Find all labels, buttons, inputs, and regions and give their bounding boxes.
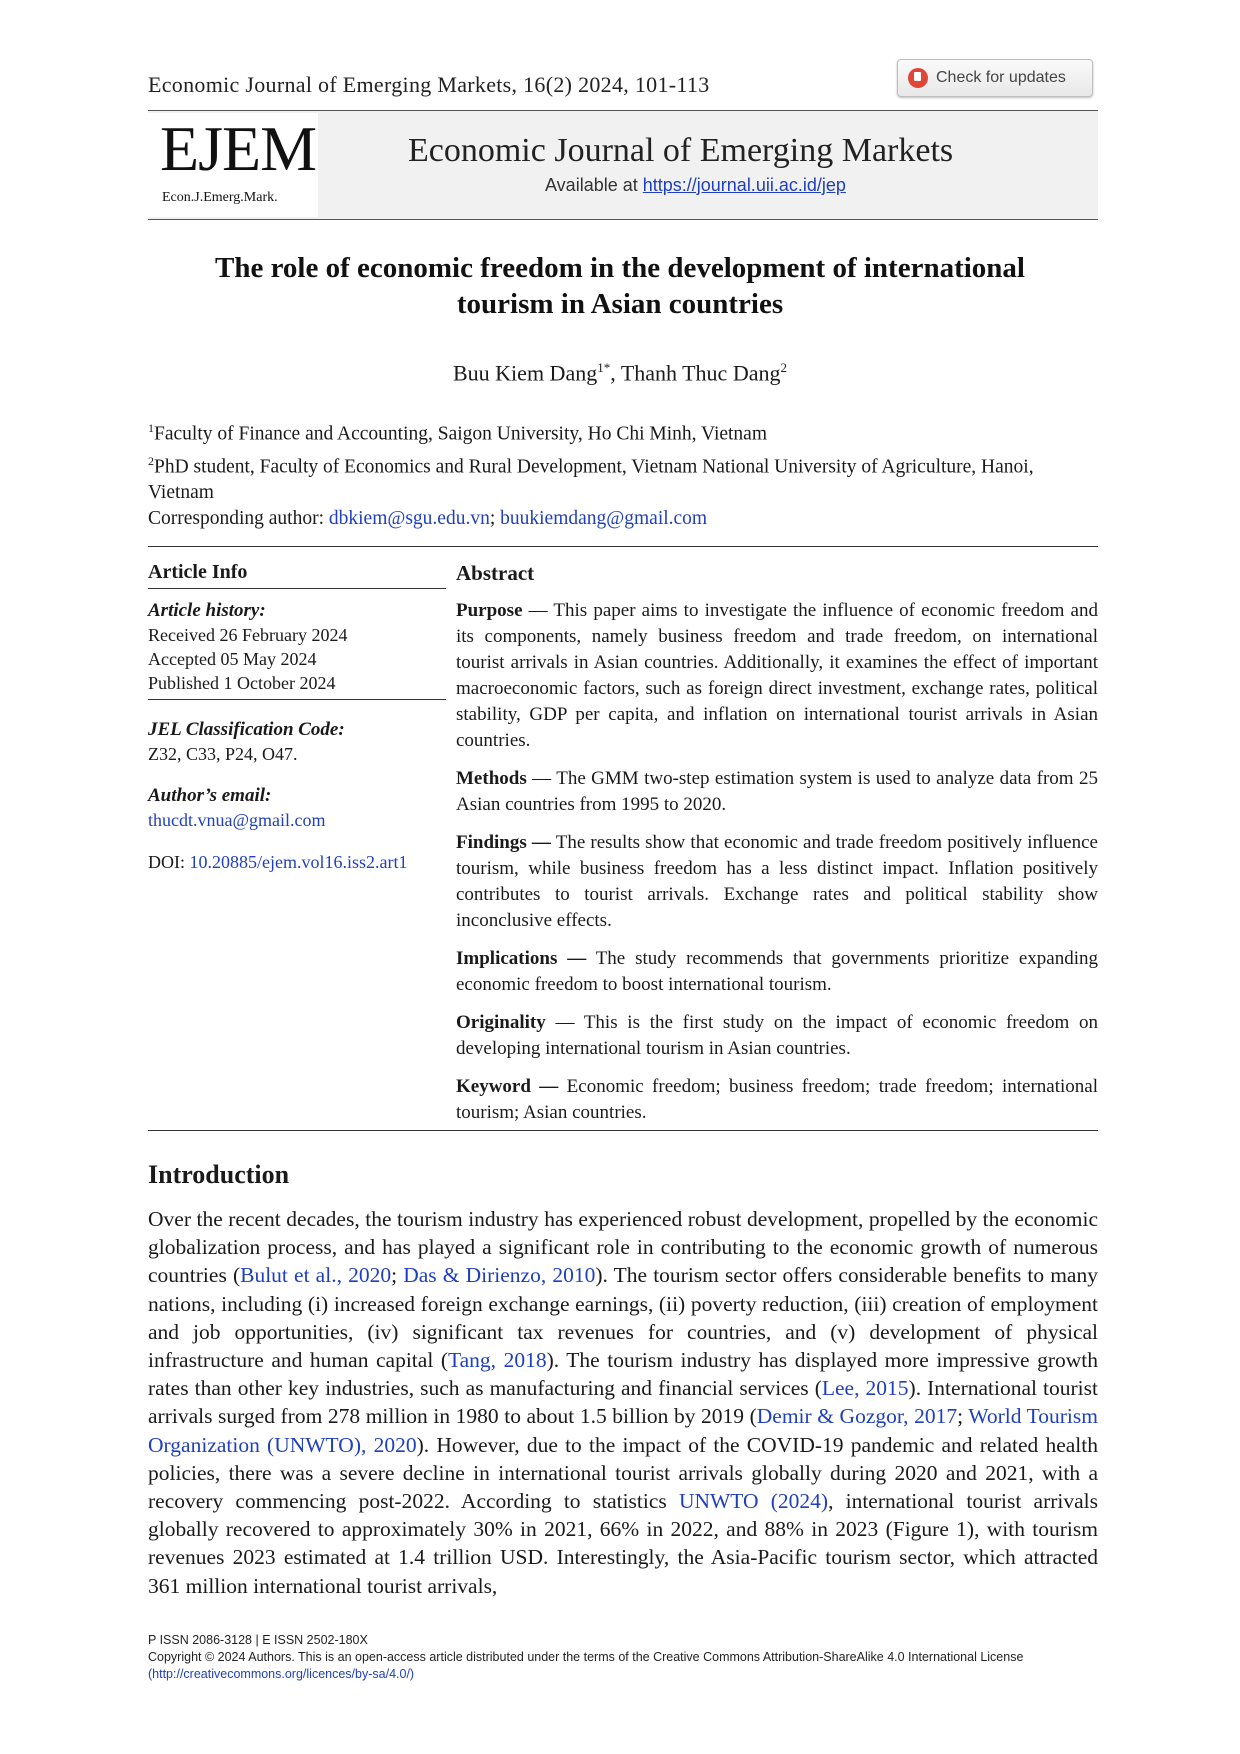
journal-name: Economic Journal of Emerging Markets	[408, 132, 954, 169]
title-line-2: tourism in Asian countries	[456, 288, 784, 320]
email-link[interactable]: dbkiem@sgu.edu.vn	[328, 508, 490, 529]
license-link[interactable]: (http://creativecommons.org/licences/by-sa/4.0/)	[148, 1667, 415, 1681]
citation-link[interactable]: Demir & Gozgor, 2017	[756, 1404, 958, 1429]
abstract-purpose: Purpose — This paper aims to investigate the influence of economic freedom and its components, namely business freedom and trade freedom, on international tourist arrivals in Asian countries. Additionally, it examines the effect of important macroeconomic factors, such as foreign direct investment, exchange rates, political stability, GDP per capita, and inflation on international tourist arrivals in Asian countries.	[456, 600, 1098, 751]
info-rule-top	[148, 546, 1098, 547]
citation-link[interactable]: Tang, 2018	[448, 1348, 547, 1373]
citation-link[interactable]: UNWTO (2024)	[678, 1489, 829, 1514]
author-email-link[interactable]: thucdt.vnua@gmail.com	[148, 810, 326, 830]
intro-paragraph: Over the recent decades, the tourism industry has experienced robust development, propelled by the economic globalization process, and has played a significant role in contributing to the economic growth of numerous countries (Bulut et al., 2020; Das & Dirienzo, 2010). The tourism sector offers considerable benefits to many nations, including (i) increased foreign exchange earnings, (ii) poverty reduction, (iii) creation of employment and job opportunities, (iv) significant tax revenues for countries, and (v) development of physical infrastructure and human capital (Tang, 2018). The tourism industry has displayed more impressive growth rates than other key industries, such as manufacturing and financial services (Lee, 2015). International tourist arrivals surged from 278 million in 1980 to about 1.5 billion by 2019 (Demir & Gozgor, 2017; World Tourism Organization (UNWTO), 2020). However, due to the impact of the COVID-19 pandemic and related health policies, there was a severe decline in international tourist arrivals globally during 2020 and 2021, with a recovery commencing post-2022. According to statistics UNWTO (2024), international tourist arrivals globally recovered to approximately 30% in 2021, 66% in 2022, and 88% in 2023 (Figure 1), with tourism revenues 2023 estimated at 1.4 trillion USD. Interestingly, the Asia-Pacific tourism sector, which attracted 361 million international tourist arrivals,	[148, 1207, 1099, 1598]
article-info	[148, 560, 446, 874]
jel-label: JEL Classification Code:	[148, 719, 345, 740]
affiliations	[148, 415, 1092, 532]
affiliation-1: $^1$Faculty of Finance and Accounting, Saigon University, Ho Chi Minh, Vietnam	[148, 421, 768, 445]
affiliation-2: $^2$PhD student, Faculty of Economics and Rural Development, Vietnam National University of Agriculture, Hanoi, Vietnam	[148, 453, 1034, 503]
author-name: Thanh Thuc Dang	[620, 360, 781, 386]
abstract-heading: Abstract	[456, 561, 535, 585]
citation-link[interactable]: Lee, 2015	[821, 1376, 909, 1401]
abstract-originality: Originality — This is the first study on the impact of economic freedom on developing international tourism in Asian countries.	[456, 1012, 1098, 1059]
citation-link[interactable]: Das & Dirienzo, 2010	[403, 1263, 596, 1288]
email-link[interactable]: buukiemdang@gmail.com	[500, 508, 708, 529]
author-list: Buu Kiem Dang$^{1*}$, Thanh Thuc Dang$^2$	[453, 360, 787, 386]
author-sup: 1*	[597, 360, 611, 375]
history-label: Article history:	[148, 600, 266, 621]
check-for-updates-button[interactable]	[897, 59, 1093, 97]
abstract-methods: Methods — The GMM two-step estimation system is used to analyze data from 25 Asian countries from 1995 to 2020.	[456, 768, 1098, 815]
abstract-keywords: Keyword — Economic freedom; business freedom; trade freedom; international tourism; Asian countries.	[456, 1076, 1098, 1123]
info-rule-bottom	[148, 1130, 1098, 1131]
citation-link[interactable]: Bulut et al., 2020	[240, 1263, 392, 1288]
doi: DOI: 10.20885/ejem.vol16.iss2.art1	[148, 852, 408, 872]
journal-abbrev: Econ.J.Emerg.Mark.	[162, 190, 278, 205]
accepted-date: Accepted 05 May 2024	[148, 649, 317, 669]
page-footer	[148, 1632, 1098, 1683]
info-divider	[148, 588, 446, 589]
corresponding-author: Corresponding author: dbkiem@sgu.edu.vn; buukiemdang@gmail.com	[148, 508, 708, 529]
header-rule-bottom	[148, 219, 1098, 220]
check-for-updates-label: Check for updates	[936, 69, 1066, 86]
article-info-heading: Article Info	[148, 561, 248, 583]
bookmark-icon	[908, 68, 928, 88]
abstract-findings: Findings — The results show that economic and trade freedom positively influence tourism, while business freedom has a less distinct impact. Inflation positively contributes to tourist arrivals. Exchange rates and political stability show inconclusive effects.	[456, 832, 1098, 931]
license-text: Copyright © 2024 Authors. This is an open-access article distributed under the terms of the Creative Commons Attribution-ShareAlike 4.0 International License (http://creativecommons.org/licences/by-sa/4.0/)	[148, 1650, 1024, 1681]
jel-codes: Z32, C33, P24, O47.	[148, 744, 298, 764]
doi-link[interactable]: 10.20885/ejem.vol16.iss2.art1	[189, 852, 408, 872]
info-divider	[148, 699, 446, 700]
title-line-1: The role of economic freedom in the development of international	[214, 252, 1025, 284]
available-at	[545, 175, 846, 196]
journal-url-link[interactable]: https://journal.uii.ac.id/jep	[642, 175, 846, 195]
available-prefix: Available at	[545, 175, 638, 195]
paper-title	[148, 250, 1092, 322]
author-sup: 2	[780, 360, 787, 375]
issn: P ISSN 2086-3128 | E ISSN 2502-180X	[148, 1633, 368, 1647]
abstract-implications: Implications — The study recommends that governments prioritize expanding economic freedom to boost international tourism.	[456, 948, 1098, 995]
journal-logo: EJEM	[160, 113, 316, 184]
abstract	[456, 560, 1098, 1138]
received-date: Received 26 February 2024	[148, 625, 348, 645]
author-name: Buu Kiem Dang	[453, 360, 598, 386]
published-date: Published 1 October 2024	[148, 673, 336, 693]
author-email-label: Author’s email:	[148, 785, 272, 806]
citation-link[interactable]: World Tourism Organization (UNWTO), 2020	[148, 1404, 1098, 1457]
running-head: Economic Journal of Emerging Markets, 16(2) 2024, 101-113	[148, 72, 710, 97]
section-heading: Introduction	[148, 1160, 290, 1189]
